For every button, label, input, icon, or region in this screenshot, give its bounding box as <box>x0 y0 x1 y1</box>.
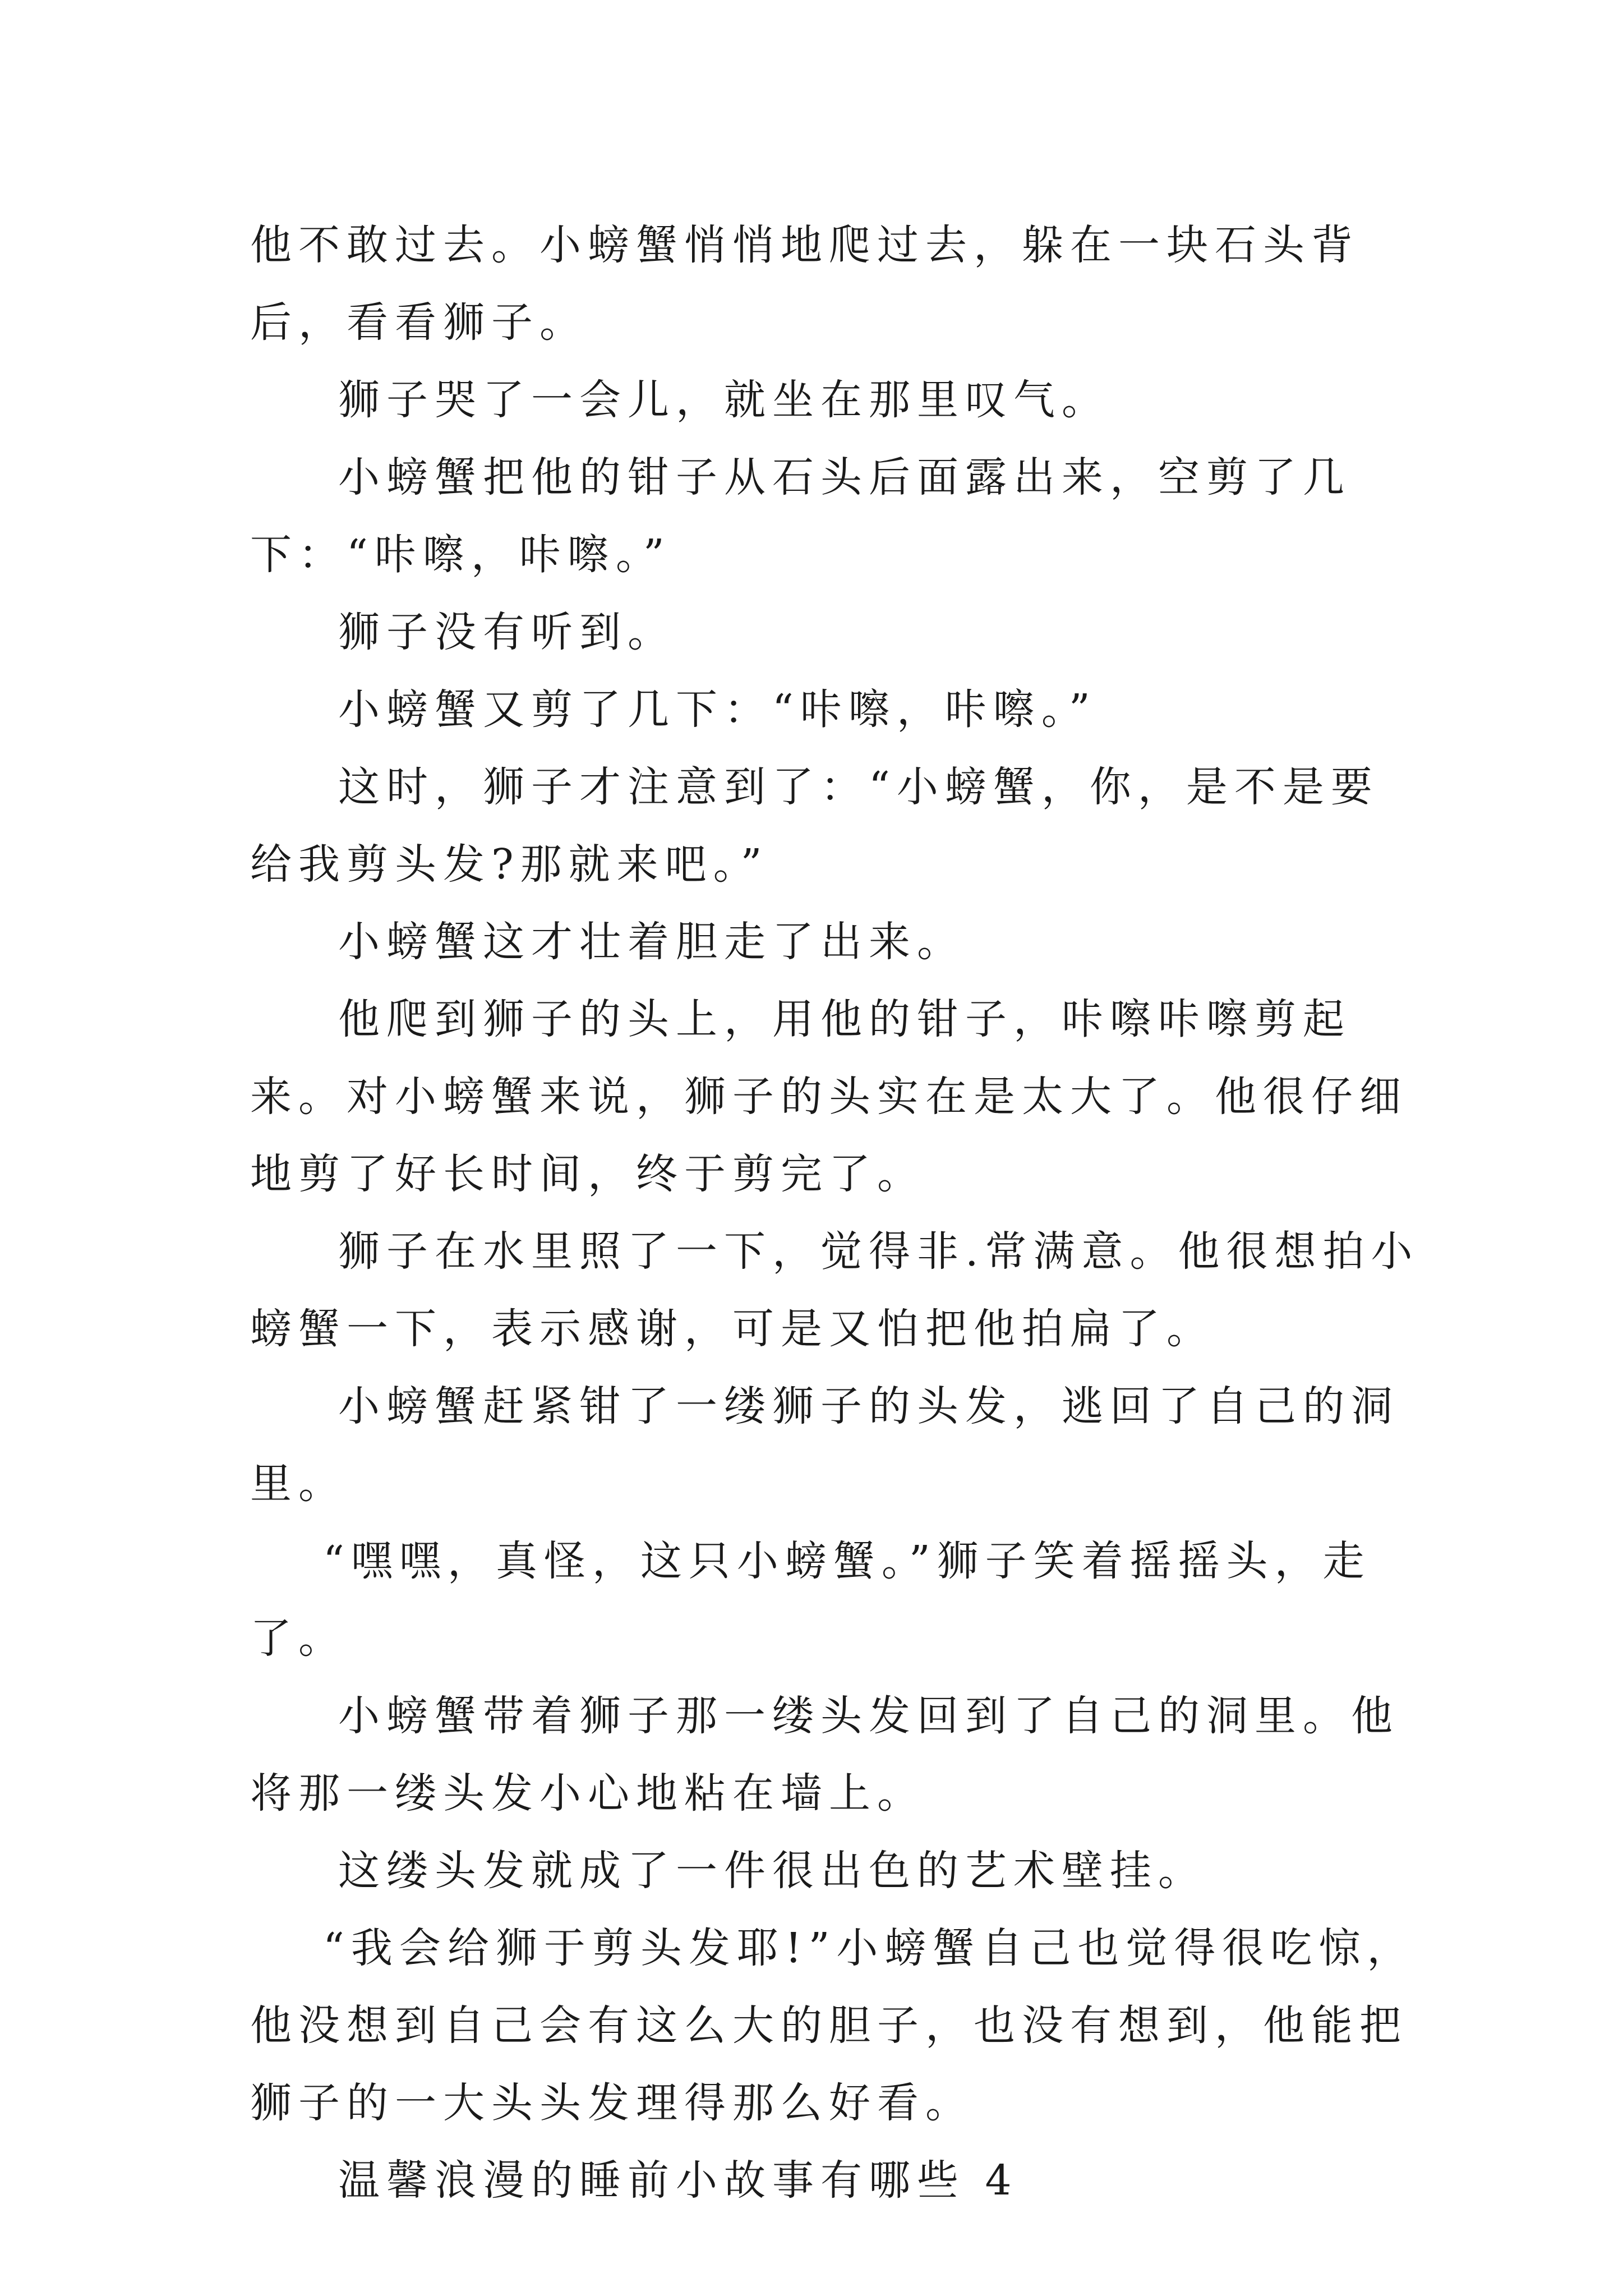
paragraph: “我会给狮于剪头发耶!”小螃蟹自己也觉得很吃惊，他没想到自己会有这么大的胆子，也没有想到，他能把狮子的一大头头发理得那么好看。 <box>250 1924 1415 2127</box>
paragraph: 小螃蟹这才壮着胆走了出来。 <box>338 918 965 966</box>
paragraph: 他爬到狮子的头上，用他的钳子，咔嚓咔嚓剪起来。对小螃蟹来说，狮子的头实在是太大了。他很仔细地剪了好长时间，终于剪完了。 <box>250 995 1408 1198</box>
paragraph: 这缕头发就成了一件很出色的艺术壁挂。 <box>338 1847 1206 1895</box>
paragraph: 小螃蟹赶紧钳了一缕狮子的头发，逃回了自己的洞里。 <box>250 1382 1399 1508</box>
story-text <box>250 206 1422 2219</box>
paragraph: 狮子哭了一会儿，就坐在那里叹气。 <box>338 376 1110 424</box>
paragraph: “嘿嘿，真怪，这只小螃蟹。”狮子笑着摇摇头，走了。 <box>250 1537 1371 1663</box>
paragraph: 狮子在水里照了一下，觉得非.常满意。他很想拍小螃蟹一下，表示感谢，可是又怕把他拍扁了。 <box>250 1227 1419 1353</box>
paragraph: 这时，狮子才注意到了：“小螃蟹，你，是不是要给我剪头发?那就来吧。” <box>250 763 1379 889</box>
paragraph: 他不敢过去。小螃蟹悄悄地爬过去，躲在一块石头背后，看看狮子。 <box>250 221 1359 347</box>
paragraph: 小螃蟹带着狮子那一缕头发回到了自己的洞里。他将那一缕头发小心地粘在墙上。 <box>250 1692 1399 1818</box>
paragraph: 狮子没有听到。 <box>338 608 676 656</box>
paragraph: 小螃蟹又剪了几下：“咔嚓，咔嚓。” <box>338 685 1097 734</box>
section-heading: 温馨浪漫的睡前小故事有哪些 4 <box>338 2156 1018 2205</box>
paragraph: 小螃蟹把他的钳子从石头后面露出来，空剪了几下：“咔嚓，咔嚓。” <box>250 453 1351 579</box>
